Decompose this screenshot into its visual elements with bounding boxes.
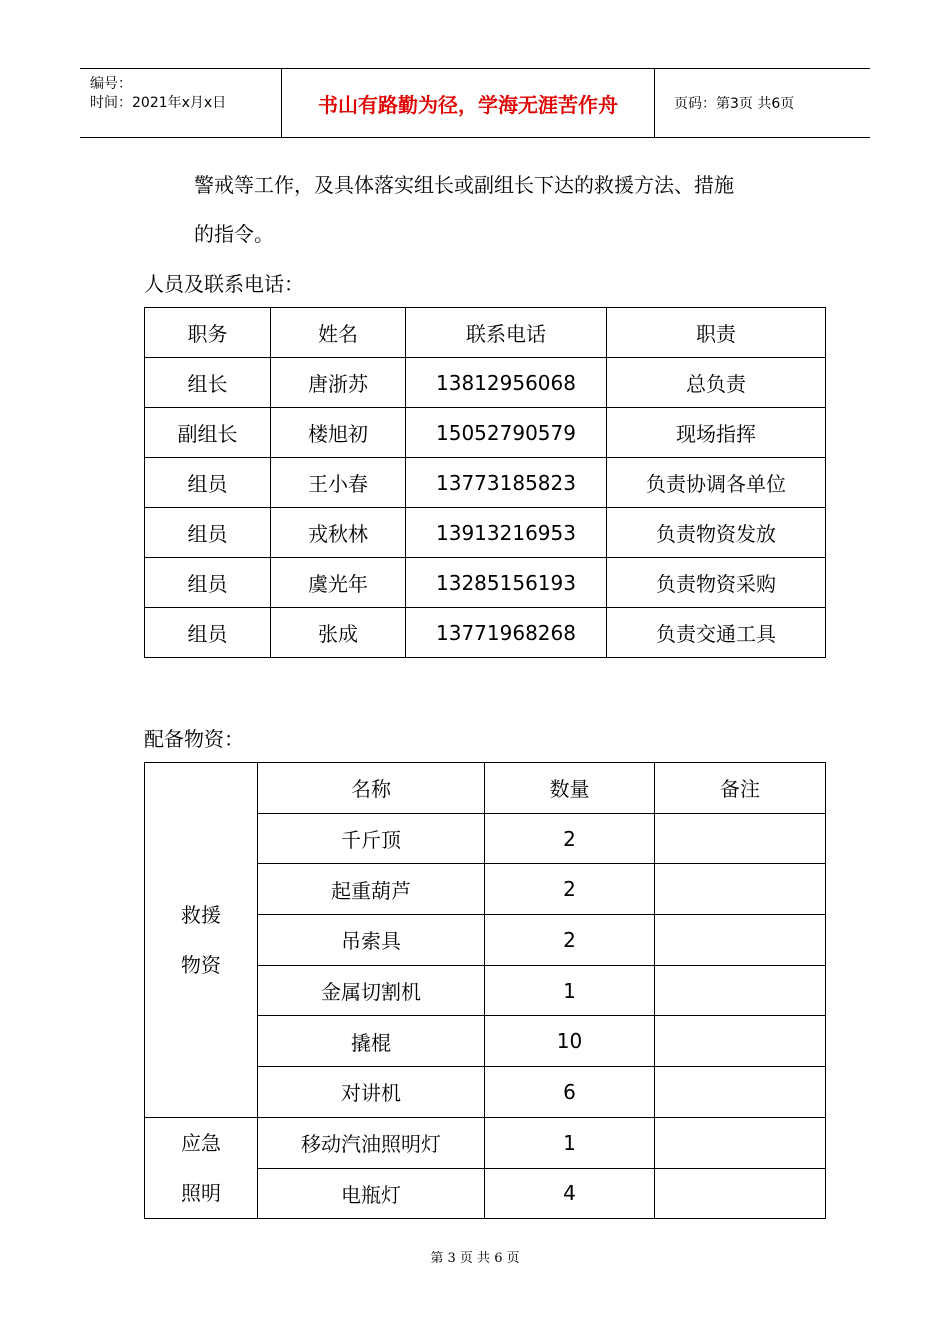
category-label-line1: 应急 (181, 1131, 221, 1155)
serial-label: 编号： (90, 76, 132, 92)
personnel-header-cell: 职务 (145, 308, 271, 358)
duty-cell: 负责物资采购 (607, 558, 826, 608)
quantity-cell: 2 (485, 864, 655, 915)
phone-cell: 13913216953 (406, 508, 607, 558)
phone-cell: 13771968268 (406, 608, 607, 658)
time-label: 时间：2021年x月x日 (90, 95, 227, 111)
personnel-header-cell: 职责 (607, 308, 826, 358)
quantity-cell: 4 (485, 1168, 655, 1219)
supplies-table (144, 762, 826, 1219)
table-row (145, 408, 826, 458)
name-cell: 唐浙苏 (271, 358, 406, 408)
remark-cell (655, 1016, 826, 1067)
item-name-cell: 撬棍 (258, 1016, 485, 1067)
item-name-cell: 千斤顶 (258, 813, 485, 864)
quantity-cell: 1 (485, 1117, 655, 1168)
item-name-cell: 吊索具 (258, 915, 485, 966)
item-name-cell: 金属切割机 (258, 965, 485, 1016)
table-row (145, 558, 826, 608)
item-name-cell: 电瓶灯 (258, 1168, 485, 1219)
quantity-cell: 2 (485, 813, 655, 864)
name-cell: 虞光年 (271, 558, 406, 608)
item-name-cell: 起重葫芦 (258, 864, 485, 915)
name-cell: 戎秋林 (271, 508, 406, 558)
category-label-line1: 救援 (181, 902, 221, 927)
personnel-header-cell: 姓名 (271, 308, 406, 358)
phone-cell: 13773185823 (406, 458, 607, 508)
header-page-info (664, 69, 870, 137)
header-motto: 书山有路勤为径，学海无涯苦作舟 (282, 69, 655, 137)
table-row (145, 508, 826, 558)
name-cell: 楼旭初 (271, 408, 406, 458)
role-cell: 组长 (145, 358, 271, 408)
supplies-header-cell: 名称 (258, 763, 485, 814)
item-name-cell: 移动汽油照明灯 (258, 1117, 485, 1168)
category-label-line2: 照明 (181, 1181, 221, 1205)
header-meta (80, 69, 282, 137)
phone-cell: 13812956068 (406, 358, 607, 408)
supplies-header-row (145, 763, 826, 814)
duty-cell: 总负责 (607, 358, 826, 408)
quantity-cell: 10 (485, 1016, 655, 1067)
remark-cell (655, 915, 826, 966)
remark-cell (655, 813, 826, 864)
duty-cell: 负责物资发放 (607, 508, 826, 558)
body-line-2: 的指令。 (194, 222, 274, 246)
table-row (145, 358, 826, 408)
supplies-header-cell: 备注 (655, 763, 826, 814)
quantity-cell: 1 (485, 965, 655, 1016)
category-label-line2: 物资 (181, 952, 221, 977)
table-row (145, 458, 826, 508)
quantity-cell: 6 (485, 1067, 655, 1118)
duty-cell: 负责协调各单位 (607, 458, 826, 508)
category-cell (145, 1117, 258, 1218)
table-row (145, 1117, 826, 1168)
quantity-cell: 2 (485, 915, 655, 966)
remark-cell (655, 1117, 826, 1168)
supplies-header-cell: 数量 (485, 763, 655, 814)
role-cell: 组员 (145, 458, 271, 508)
phone-cell: 15052790579 (406, 408, 607, 458)
duty-cell: 现场指挥 (607, 408, 826, 458)
body-line-1: 警戒等工作，及具体落实组长或副组长下达的救援方法、措施 (194, 173, 734, 197)
role-cell: 组员 (145, 508, 271, 558)
page-header (80, 68, 870, 138)
personnel-header-row (145, 308, 826, 358)
remark-cell (655, 1067, 826, 1118)
remark-cell (655, 864, 826, 915)
personnel-heading: 人员及联系电话： (144, 272, 304, 296)
category-cell (145, 763, 258, 1118)
personnel-header-cell: 联系电话 (406, 308, 607, 358)
remark-cell (655, 965, 826, 1016)
item-name-cell: 对讲机 (258, 1067, 485, 1118)
role-cell: 组员 (145, 558, 271, 608)
role-cell: 组员 (145, 608, 271, 658)
name-cell: 张成 (271, 608, 406, 658)
remark-cell (655, 1168, 826, 1219)
page-info-text: 页码：第3页 共6页 (674, 96, 795, 112)
name-cell: 王小春 (271, 458, 406, 508)
page-footer: 第 3 页 共 6 页 (430, 1251, 520, 1266)
phone-cell: 13285156193 (406, 558, 607, 608)
supplies-heading: 配备物资： (144, 727, 244, 751)
table-row (145, 608, 826, 658)
personnel-table (144, 307, 826, 658)
role-cell: 副组长 (145, 408, 271, 458)
duty-cell: 负责交通工具 (607, 608, 826, 658)
